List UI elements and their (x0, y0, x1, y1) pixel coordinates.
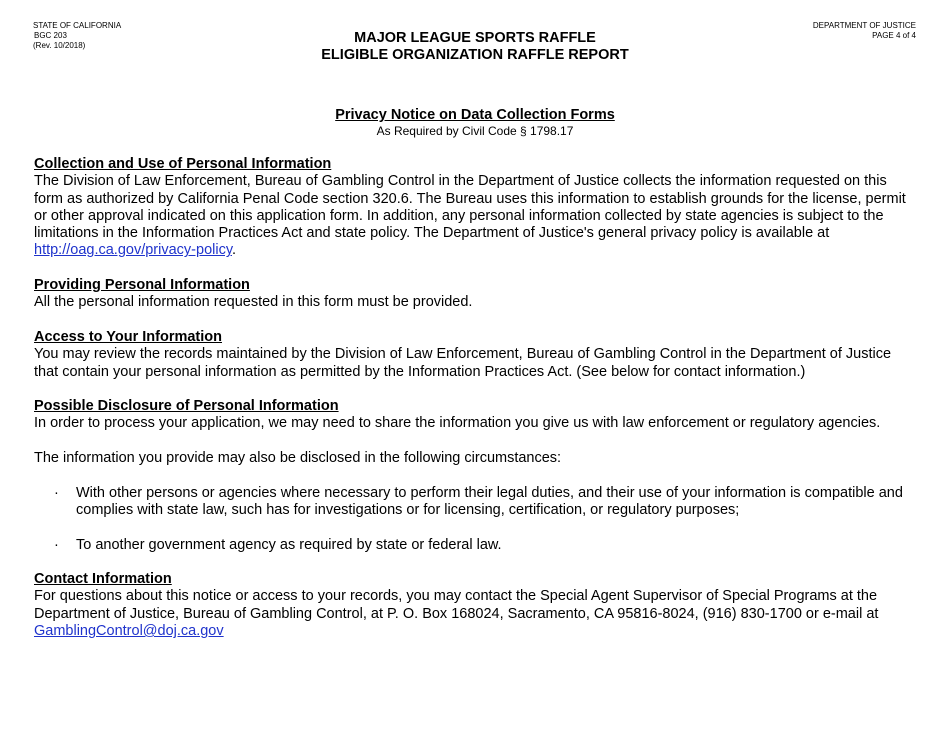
access-section (34, 329, 919, 381)
providing-heading: Providing Personal Information (34, 277, 250, 294)
contact-text (34, 588, 919, 640)
providing-text: All the personal information requested in this form must be provided. (34, 294, 473, 311)
providing-section (34, 277, 919, 312)
privacy-content (34, 156, 919, 640)
list-item (34, 537, 919, 554)
title-line-1: MAJOR LEAGUE SPORTS RAFFLE (354, 30, 596, 46)
collection-period: . (232, 242, 237, 259)
department-block (813, 21, 916, 41)
bullet-text: With other persons or agencies where necessary to perform their legal duties, and their use of your information is compatible and complies with state law, such has for investigations or for licensing, certification, or regulatory purposes; (76, 484, 903, 518)
disclosure-text-2: The information you provide may also be disclosed in the following circumstances: (34, 450, 562, 467)
form-number: BGC 203 (34, 31, 67, 40)
privacy-notice-subtitle: As Required by Civil Code § 1798.17 (376, 124, 574, 138)
bullet-dot: · (54, 484, 59, 501)
collection-body: The Division of Law Enforcement, Bureau of Gambling Control in the Department of Justice collects the information requested on this form as authorized by California Penal Code section 320.6. The Bureau uses this information to establish grounds for the license, permit or other approval indicated on this application form. In addition, any personal information collected by state agencies is subject to the limitations in the Information Practices Act and state policy. The Department of Justice's general privacy policy is available at (34, 173, 906, 242)
disclosure-text-1: In order to process your application, we may need to share the information you give us with law enforcement or regulatory agencies. (34, 415, 881, 432)
form-title (0, 30, 950, 64)
access-heading: Access to Your Information (34, 328, 222, 345)
list-item (34, 485, 919, 520)
disclosure-heading: Possible Disclosure of Personal Information (34, 398, 339, 415)
collection-section (34, 156, 919, 260)
contact-email-link[interactable]: GamblingControl@doj.ca.gov (34, 623, 224, 640)
access-text: You may review the records maintained by the Division of Law Enforcement, Bureau of Gambling Control in the Department of Justice that contain your personal information as permitted by the Information Practices Act. (See below for contact information.) (34, 346, 892, 380)
contact-body: For questions about this notice or access to your records, you may contact the Special Agent Supervisor of Special Programs at the Department of Justice, Bureau of Gambling Control, at P. O. Box 168024, Sacramento, CA 95816-8024, (916) 830-1700 or e-mail at (34, 588, 879, 622)
contact-section (34, 571, 919, 640)
form-revision: (Rev. 10/2018) (33, 41, 86, 50)
collection-heading: Collection and Use of Personal Information (34, 156, 332, 172)
bullet-text: To another government agency as required by state or federal law. (76, 536, 502, 553)
department-label: DEPARTMENT OF JUSTICE (812, 21, 916, 30)
title-line-2: ELIGIBLE ORGANIZATION RAFFLE REPORT (321, 47, 629, 63)
privacy-policy-link[interactable]: http://oag.ca.gov/privacy-policy (34, 242, 232, 259)
collection-text (34, 173, 919, 259)
state-label: STATE OF CALIFORNIA (33, 21, 122, 30)
privacy-notice-header (0, 107, 950, 139)
contact-heading: Contact Information (34, 571, 172, 588)
disclosure-section (34, 398, 919, 554)
page-number: PAGE 4 of 4 (872, 31, 916, 40)
privacy-notice-title: Privacy Notice on Data Collection Forms (335, 107, 615, 123)
bullet-dot: · (54, 536, 59, 553)
